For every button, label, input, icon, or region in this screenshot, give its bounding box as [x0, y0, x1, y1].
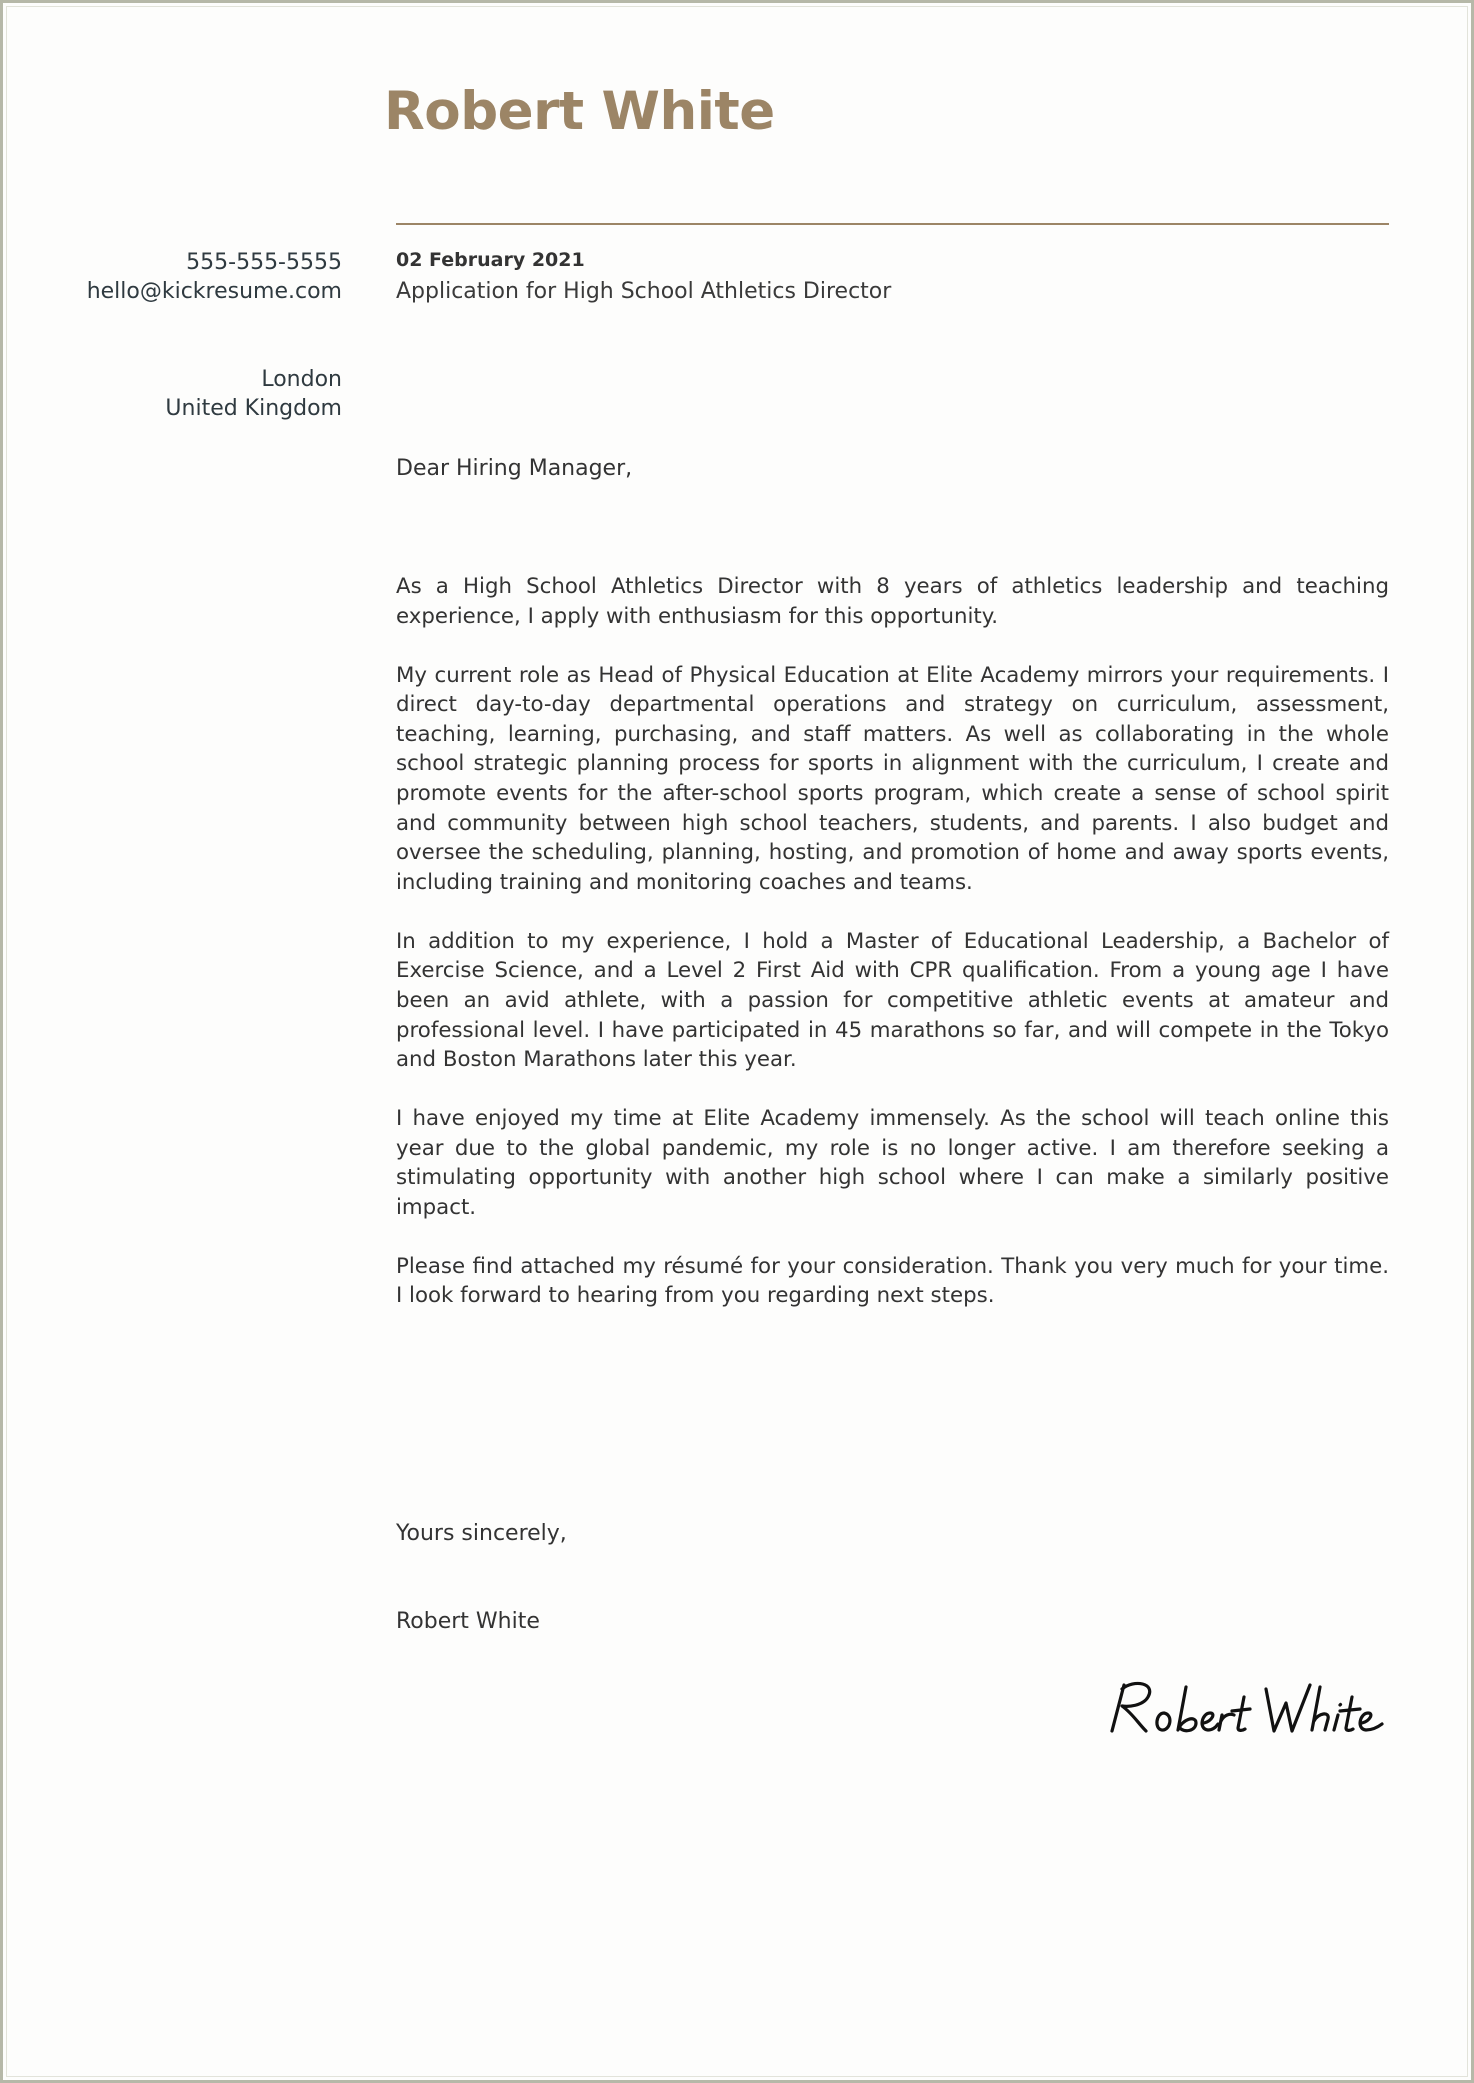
handwritten-signature	[1098, 1673, 1398, 1753]
closing: Yours sincerely,	[396, 1521, 567, 1546]
letter-date: 02 February 2021	[396, 249, 585, 271]
letter-body	[396, 572, 1389, 1340]
header-divider	[396, 223, 1389, 225]
body-paragraph: In addition to my experience, I hold a Master of Educational Leadership, a Bachelor of Exercise Science, and a Level 2 First Aid with CPR qualification. From a young age I have been an avid athlete, with a passion for competitive athletic events at amateur and professional level. I have participated in 45 marathons so far, and will compete in the Tokyo and Boston Marathons later this year.	[396, 928, 1389, 1073]
letter-subject: Application for High School Athletics Director	[396, 279, 892, 304]
contact-phone: 555-555-5555	[186, 250, 342, 275]
body-paragraph: As a High School Athletics Director with 8 years of athletics leadership and teaching experience, I apply with enthusiasm for this opportunity.	[396, 574, 1389, 629]
body-paragraph: Please find attached my résumé for your consideration. Thank you very much for your time. I look forward to hearing from you regarding next steps.	[396, 1253, 1389, 1309]
salutation: Dear Hiring Manager,	[396, 456, 633, 481]
signer-name: Robert White	[396, 1609, 540, 1634]
body-paragraph: I have enjoyed my time at Elite Academy immensely. As the school will teach online this year due to the global pandemic, my role is no longer active. I am therefore seeking a stimulating opportunity with another high school where I can make a similarly positive impact.	[396, 1106, 1389, 1220]
applicant-name: Robert White	[384, 81, 775, 142]
body-paragraph: My current role as Head of Physical Education at Elite Academy mirrors your requirements. I direct day-to-day departmental operations and strategy on curriculum, assessment, teaching, learning, purchasing, and staff matters. As well as collaborating in the whole school strategic planning process for sports in alignment with the curriculum, I create and promote events for the after-school sports program, which create a sense of school spirit and community between high school teachers, students, and parents. I also budget and oversee the scheduling, planning, hosting, and promotion of home and away sports events, including training and monitoring coaches and teams.	[396, 662, 1389, 895]
contact-country: United Kingdom	[165, 396, 342, 421]
contact-city: London	[261, 367, 342, 392]
contact-email: hello@kickresume.com	[86, 279, 342, 304]
